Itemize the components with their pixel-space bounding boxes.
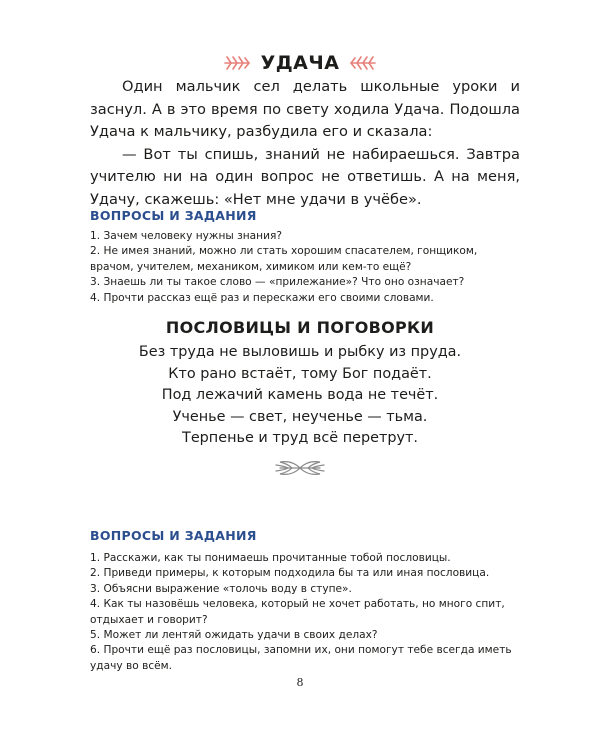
left-sprig-ornament-icon bbox=[223, 55, 251, 71]
proverbs-list bbox=[0, 342, 600, 450]
proverb-item: Кто рано встаёт, тому Бог подаёт. bbox=[168, 365, 432, 382]
question-item: 6. Прочти ещё раз пословицы, запомни их, они помогут тебе всегда иметь удачу во всём. bbox=[90, 644, 512, 672]
question-item: 1. Расскажи, как ты понимаешь прочитанные тобой пословицы. bbox=[90, 552, 451, 564]
proverb-item: Под лежачий камень вода не течёт. bbox=[161, 387, 439, 403]
story-text bbox=[90, 76, 520, 211]
question-item: 4. Прочти рассказ ещё раз и перескажи его своими словами. bbox=[90, 291, 434, 304]
story-title-row bbox=[0, 48, 600, 78]
question-item: 3. Знаешь ли ты такое слово — «прилежание»? Что оно означает? bbox=[90, 276, 465, 289]
right-sprig-ornament-icon bbox=[349, 55, 377, 71]
proverb-item: Без труда не выловишь и рыбку из пруда. bbox=[138, 344, 462, 360]
question-item: 1. Зачем человеку нужны знания? bbox=[90, 230, 282, 242]
page-number: 8 bbox=[296, 676, 304, 689]
question-item: 3. Объясни выражение «толочь воду в ступе». bbox=[90, 582, 352, 595]
decorative-divider-ornament-icon bbox=[274, 458, 326, 478]
question-item: 2. Не имея знаний, можно ли стать хорошим спасателем, гонщиком, врачом, учителем, механиком, химиком или кем-то ещё? bbox=[90, 245, 478, 273]
questions-heading: ВОПРОСЫ И ЗАДАНИЯ bbox=[90, 528, 257, 543]
proverbs-title: ПОСЛОВИЦЫ И ПОГОВОРКИ bbox=[165, 318, 435, 337]
proverb-item: Ученье — свет, неученье — тьма. bbox=[172, 408, 428, 425]
question-item: 2. Приведи примеры, к которым подходила бы та или иная пословица. bbox=[90, 567, 490, 580]
story-paragraph: — Вот ты спишь, знаний не набираешься. Завтра учителю ни на один вопрос не ответишь. А на меня, Удачу, скажешь: «Нет мне удачи в учёбе». bbox=[90, 145, 520, 208]
story-paragraph: Один мальчик сел делать школьные уроки и заснул. А в это время по свету ходила Удача. Подошла Удача к мальчику, разбудила его и сказала: bbox=[90, 78, 520, 140]
proverb-item: Терпенье и труд всё перетрут. bbox=[182, 430, 418, 446]
questions-list bbox=[90, 551, 520, 674]
question-item: 5. Может ли лентяй ожидать удачи в своих делах? bbox=[90, 629, 378, 642]
story-title: УДАЧА bbox=[260, 52, 340, 74]
questions-heading: ВОПРОСЫ И ЗАДАНИЯ bbox=[90, 208, 257, 223]
questions-list bbox=[90, 229, 520, 306]
question-item: 4. Как ты назовёшь человека, который не хочет работать, но много спит, отдыхает и говорит? bbox=[90, 598, 505, 626]
